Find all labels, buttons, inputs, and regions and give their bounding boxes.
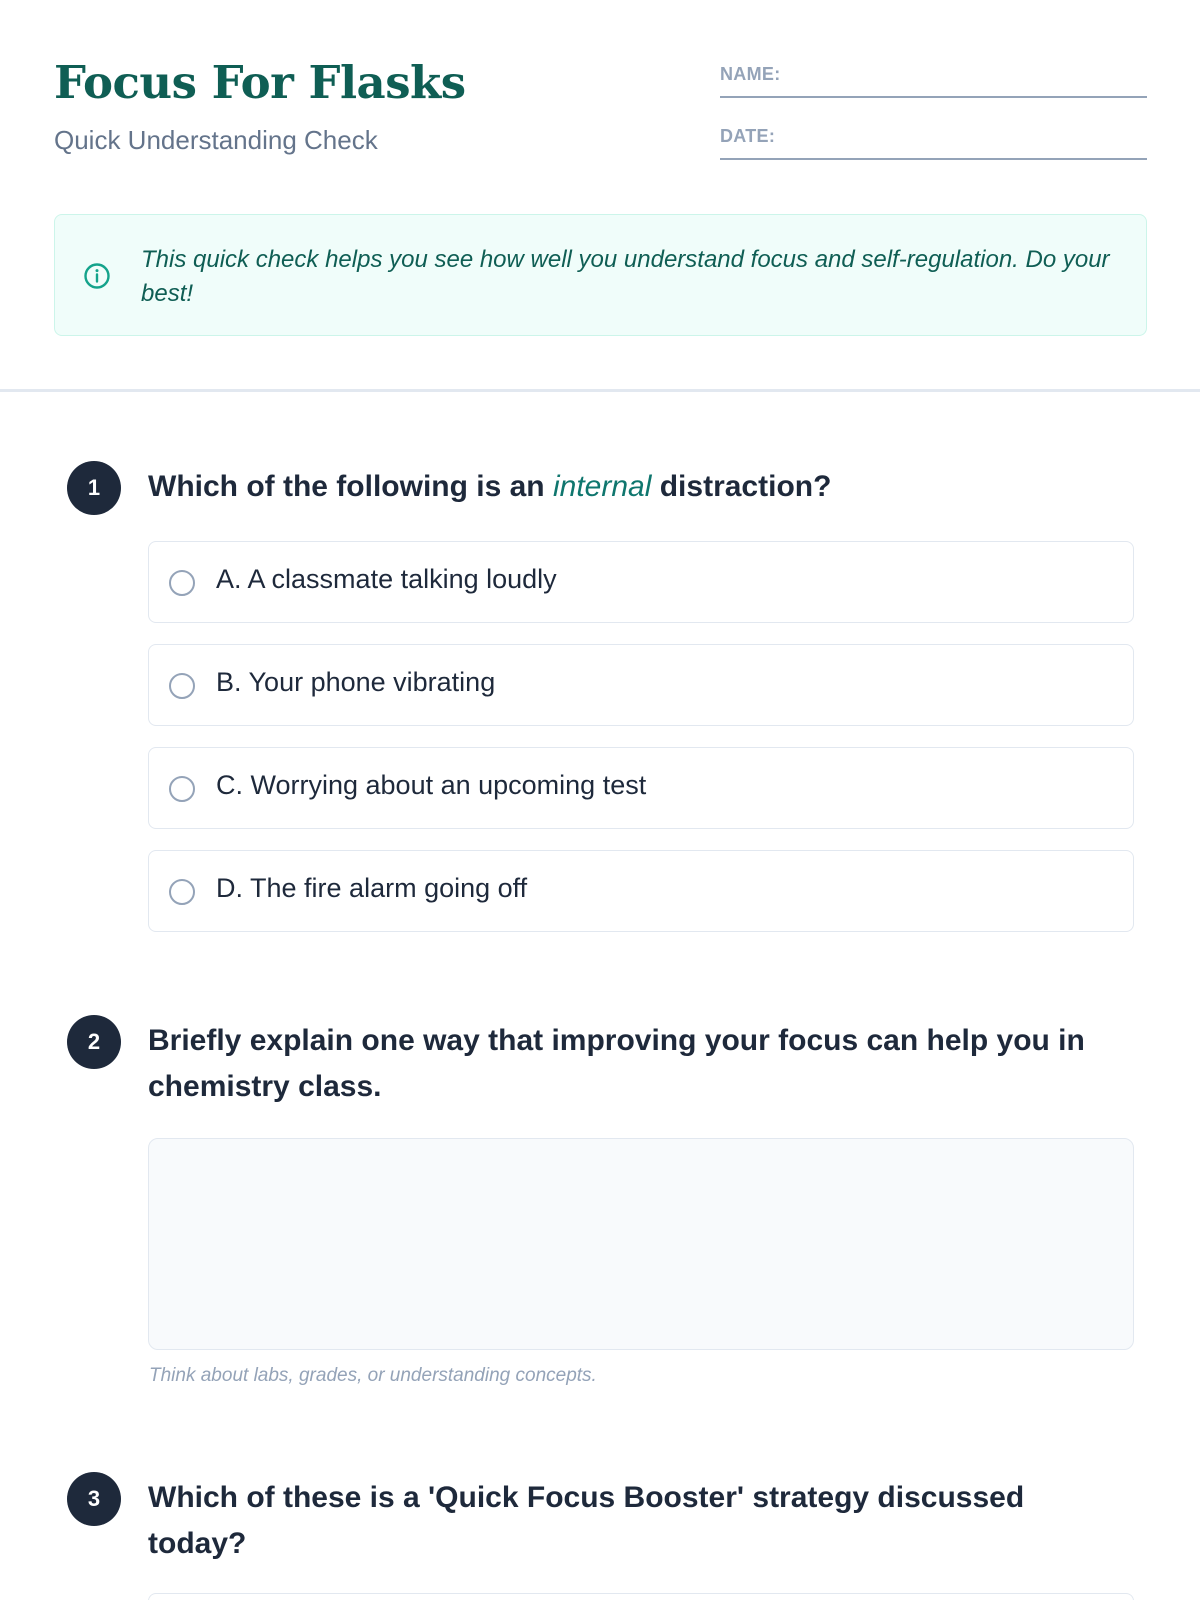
question-1-option-d[interactable] [148, 850, 1134, 932]
question-2-hint: Think about labs, grades, or understanding concepts. [149, 1365, 597, 1386]
name-field[interactable] [720, 62, 1147, 98]
info-icon [83, 262, 111, 290]
info-text: This quick check helps you see how well you understand focus and self-regulation. Do your best! [141, 246, 1110, 307]
question-1-option-a[interactable] [148, 541, 1134, 623]
question-number-badge: 1 [67, 461, 121, 515]
question-3-text: Which of these is a 'Quick Focus Booster' strategy discussed today? [148, 1481, 1025, 1560]
radio-button[interactable] [169, 673, 195, 699]
question-3-option-a[interactable] [148, 1593, 1134, 1600]
option-label: B. Your phone vibrating [216, 667, 496, 697]
page-title: Focus For Flasks [54, 56, 466, 109]
option-label: A. A classmate talking loudly [216, 564, 557, 594]
question-number-badge: 3 [67, 1472, 121, 1526]
question-1-option-b[interactable] [148, 644, 1134, 726]
radio-button[interactable] [169, 879, 195, 905]
question-1-option-c[interactable] [148, 747, 1134, 829]
radio-button[interactable] [169, 570, 195, 596]
date-field[interactable] [720, 124, 1147, 160]
option-label: D. The fire alarm going off [216, 873, 528, 903]
section-divider [0, 389, 1200, 392]
radio-button[interactable] [169, 776, 195, 802]
question-1-emphasis: internal [552, 470, 652, 503]
question-2-answer-box[interactable] [148, 1138, 1134, 1350]
question-number-badge: 2 [67, 1015, 121, 1069]
info-callout [54, 214, 1147, 336]
page-subtitle: Quick Understanding Check [54, 125, 378, 155]
option-label: C. Worrying about an upcoming test [216, 770, 647, 800]
question-1-text [148, 464, 1108, 510]
date-label: DATE: [720, 126, 776, 146]
name-label: NAME: [720, 64, 781, 84]
question-1-text-end: distraction? [659, 470, 832, 503]
question-2-text: Briefly explain one way that improving your focus can help you in chemistry class. [148, 1024, 1085, 1103]
question-1-text-start: Which of the following is an [148, 470, 545, 503]
